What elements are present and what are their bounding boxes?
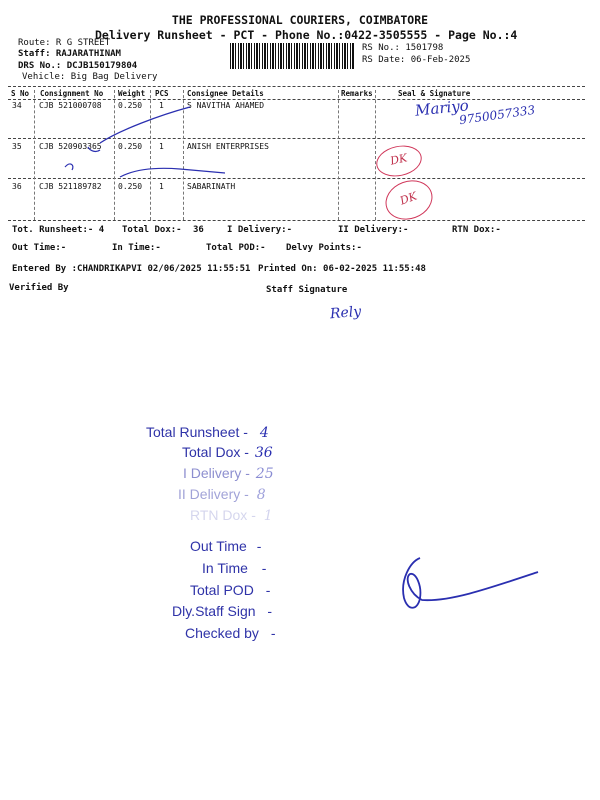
stamp-label: I Delivery -	[183, 465, 250, 481]
row-weight: 0.250	[118, 101, 143, 110]
total-pod-label: Total POD:-	[206, 243, 266, 253]
stamp-label: Dly.Staff Sign	[172, 603, 256, 619]
row-consignment: CJB 520903365	[39, 142, 102, 151]
stamp-value: 25	[255, 466, 274, 482]
row-weight: 0.250	[118, 182, 143, 191]
summary-divider	[8, 220, 585, 221]
total-dox-label: Total Dox:-	[122, 225, 182, 235]
stamp-label: Total Runsheet -	[146, 424, 248, 440]
stamp-value: -	[267, 603, 273, 619]
col-remarks: Remarks	[341, 89, 373, 98]
row-sno: 36	[12, 182, 22, 191]
stamp-value: -	[261, 560, 267, 576]
route-label: Route: R G STREET	[18, 38, 111, 48]
runsheet-title: Delivery Runsheet - PCT - Phone No.:0422-3505555 - Page No.:4	[95, 28, 518, 42]
row-sno: 35	[12, 142, 22, 151]
delvy-points-label: Delvy Points:-	[286, 243, 362, 253]
stamp-line	[146, 424, 269, 441]
stamp-line	[183, 465, 274, 482]
row-pcs: 1	[159, 182, 164, 191]
col-sno: S No	[11, 89, 30, 98]
row-consignee: S NAVITHA AHAMED	[187, 101, 265, 110]
stamp-line	[190, 538, 261, 554]
stamp-label: Checked by	[185, 625, 259, 641]
total-dox-value: 36	[193, 225, 204, 235]
barcode	[230, 43, 355, 69]
stamp-value: 8	[256, 487, 266, 503]
col-consignment: Consignment No	[40, 89, 104, 98]
col-weight: Weight	[118, 89, 146, 98]
ii-delivery-label: II Delivery:-	[338, 225, 409, 235]
stamp-value: 36	[254, 445, 273, 461]
row-consignment: CJB 521000708	[39, 101, 102, 110]
company-title: THE PROFESSIONAL COURIERS, COIMBATORE	[171, 13, 429, 27]
stamp-label: Out Time	[190, 538, 247, 554]
col-consignee: Consignee Details	[187, 89, 264, 98]
rs-date: RS Date: 06-Feb-2025	[362, 55, 471, 65]
verified-by-label: Verified By	[9, 283, 69, 293]
staff-handwritten-sign: Rely	[329, 303, 362, 323]
row-consignee: SABARINATH	[187, 182, 236, 191]
stamp-value: -	[256, 538, 262, 554]
stamp-label: Total Dox -	[182, 444, 249, 460]
row-pcs: 1	[159, 101, 164, 110]
col-pcs: PCS	[155, 89, 169, 98]
stamp-value: 1	[263, 508, 273, 524]
table-top-border	[8, 86, 585, 87]
printed-on: Printed On: 06-02-2025 11:55:48	[258, 264, 426, 274]
stamp-label: In Time	[202, 560, 248, 576]
stamp-value: -	[270, 625, 276, 641]
row-consignment: CJB 521189782	[39, 182, 102, 191]
col-seal-signature: Seal & Signature	[398, 89, 471, 98]
stamp-line	[172, 603, 272, 619]
stamp-line	[202, 560, 266, 576]
stamp-line	[185, 625, 276, 641]
stamp-line	[178, 486, 266, 503]
checker-signature	[390, 550, 550, 620]
out-time-label: Out Time:-	[12, 243, 67, 253]
staff-signature-label: Staff Signature	[266, 285, 348, 295]
pen-strokes	[60, 95, 380, 205]
receiver-signature: Mariyo	[414, 96, 470, 120]
stamp-label: Total POD	[190, 582, 254, 598]
receiver-phone: 9750057333	[458, 102, 536, 128]
drs-number: DRS No.: DCJB150179804	[18, 61, 138, 71]
stamp-line	[190, 507, 273, 524]
in-time-label: In Time:-	[112, 243, 161, 253]
row-consignee: ANISH ENTERPRISES	[187, 142, 269, 151]
rtn-dox-label: RTN Dox:-	[452, 225, 501, 235]
stamp-line	[182, 444, 273, 461]
i-delivery-label: I Delivery:-	[227, 225, 293, 235]
stamp-label: II Delivery -	[178, 486, 249, 502]
row-weight: 0.250	[118, 142, 143, 151]
entered-by: Entered By :CHANDRIKAPVI 02/06/2025 11:55:51	[12, 264, 251, 274]
vehicle-label: Vehicle: Big Bag Delivery	[22, 72, 158, 82]
dk-mark: DK	[373, 142, 424, 181]
stamp-line	[190, 582, 270, 598]
rs-number: RS No.: 1501798	[362, 43, 444, 53]
row-pcs: 1	[159, 142, 164, 151]
staff-label: Staff: RAJARATHINAM	[18, 49, 121, 59]
stamp-value: 4	[259, 425, 269, 441]
dk-mark: DK	[380, 174, 438, 226]
row-sno: 34	[12, 101, 22, 110]
column-divider	[34, 90, 35, 220]
stamp-value: -	[265, 582, 271, 598]
stamp-label: RTN Dox -	[190, 507, 256, 523]
tot-runsheet: Tot. Runsheet:- 4	[12, 225, 105, 235]
